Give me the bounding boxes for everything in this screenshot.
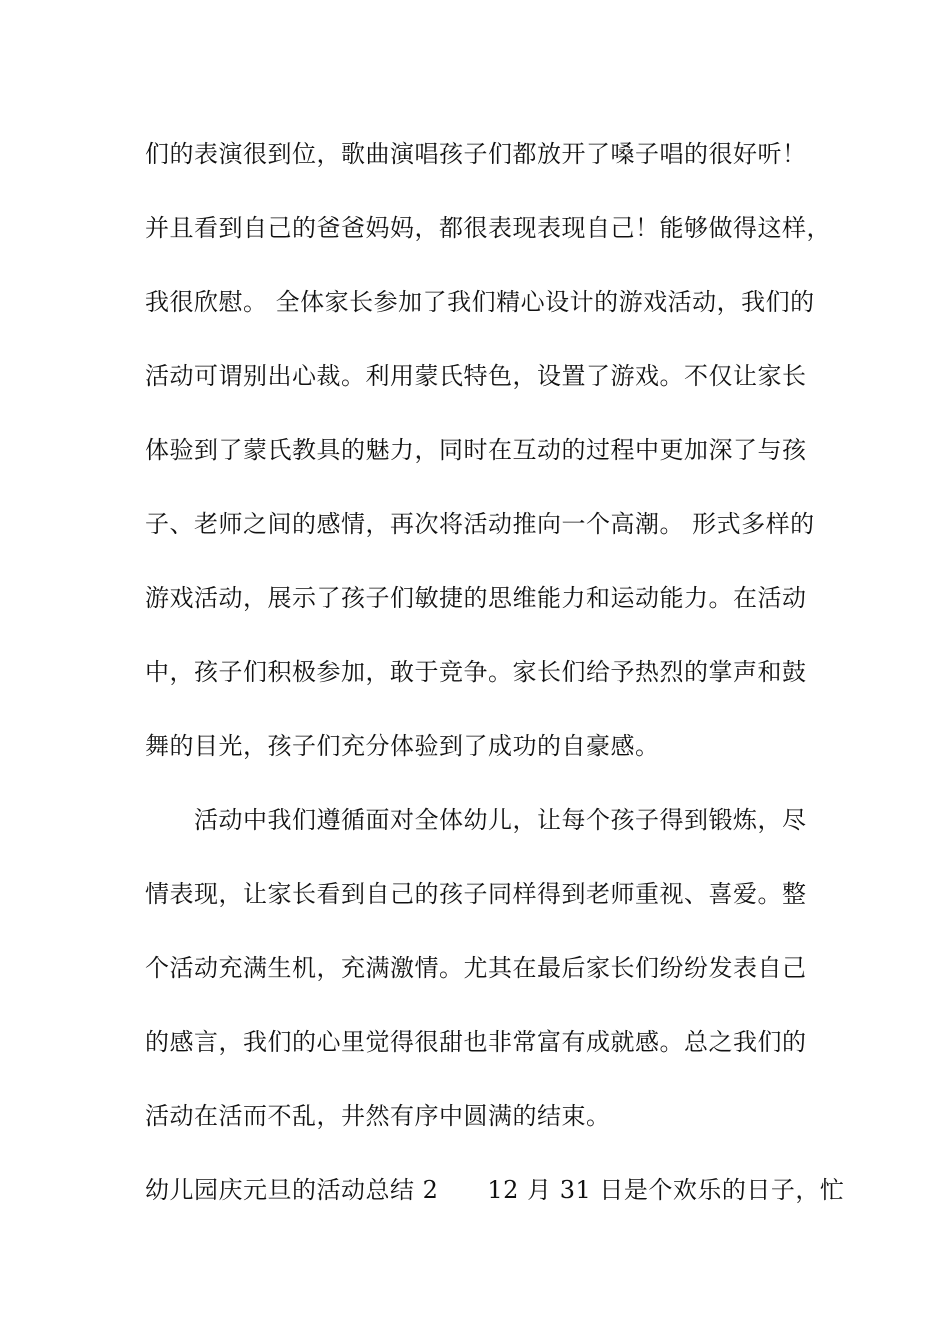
text-line: 游戏活动，展示了孩子们敏捷的思维能力和运动能力。在活动 [145, 584, 807, 612]
text-line: 体验到了蒙氏教具的魅力，同时在互动的过程中更加深了与孩 [145, 436, 807, 464]
text-line: 并且看到自己的爸爸妈妈，都很表现表现自己！能够做得这样， [145, 214, 831, 242]
text-line: 活动中我们遵循面对全体幼儿，让每个孩子得到锻炼，尽 [145, 806, 807, 834]
text-line: 活动在活而不乱，井然有序中圆满的结束。 [145, 1102, 611, 1130]
section-heading-line: 幼儿园庆元旦的活动总结 2 12 月 31 日是个欢乐的日子，忙 [145, 1176, 845, 1204]
text-line: 活动可谓别出心裁。利用蒙氏特色，设置了游戏。不仅让家长 [145, 362, 807, 390]
text-line: 子、老师之间的感情，再次将活动推向一个高潮。 形式多样的 [145, 510, 815, 538]
text-line: 情表现，让家长看到自己的孩子同样得到老师重视、喜爱。整 [145, 880, 807, 908]
text-line: 个活动充满生机，充满激情。尤其在最后家长们纷纷发表自己 [145, 954, 807, 982]
text-line: 的感言，我们的心里觉得很甜也非常富有成就感。总之我们的 [145, 1028, 807, 1056]
text-line: 中，孩子们积极参加，敢于竞争。家长们给予热烈的掌声和鼓 [145, 658, 807, 686]
text-line: 我很欣慰。 全体家长参加了我们精心设计的游戏活动，我们的 [145, 288, 815, 316]
text-line: 舞的目光，孩子们充分体验到了成功的自豪感。 [145, 732, 660, 760]
text-line: 们的表演很到位，歌曲演唱孩子们都放开了嗓子唱的很好听！ [145, 140, 807, 168]
